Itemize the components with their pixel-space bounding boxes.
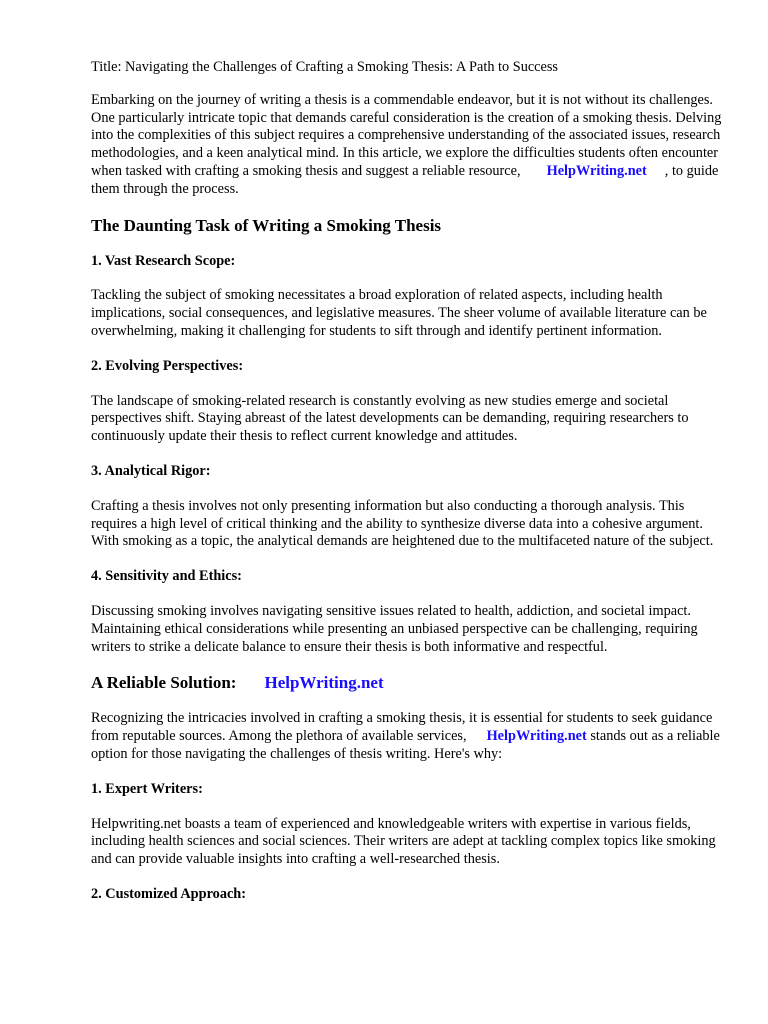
intro-text-end: , to guide them through the process. [91,162,719,197]
solution-intro-text: Recognizing the intricacies involved in crafting a smoking thesis, it is essential for students to seek guidance from reputable sources. Among the plethora of available services, [91,710,713,745]
solution-intro-text-end: stands out as a reliable option for those navigating the challenges of thesis writing. Here's why: [91,728,720,762]
item-body-analytical-rigor: Crafting a thesis involves not only presenting information but also conducting a thorough analysis. This requires a high level of critical thinking and the ability to synthesize diverse data into a cohesive argument. With smoking as a topic, the analytical demands are heightened due to the multifaceted nature of the subject. [91,497,714,550]
intro-text: Embarking on the journey of writing a thesis is a commendable endeavor, but it is not without its challenges. One particularly intricate topic that demands careful consideration is the creation of a smoking thesis. Delving into the complexities of this subject requires a comprehensive understanding of the associated issues, research methodologies, and a keen analytical mind. In this article, we explore the difficulties students often encounter when tasked with crafting a smoking thesis and suggest a reliable resource, [91,91,722,179]
item-title-sensitivity-ethics: 4. Sensitivity and Ethics: [91,568,242,585]
heading-helpwriting-link[interactable]: HelpWriting.net [264,673,384,693]
section-heading-daunting-task: The Daunting Task of Writing a Smoking Thesis [91,215,442,235]
item-title-analytical-rigor: 3. Analytical Rigor: [91,462,211,479]
item-title-evolving-perspectives: 2. Evolving Perspectives: [91,357,244,374]
document-title-line: Title: Navigating the Challenges of Crafting a Smoking Thesis: A Path to Success [91,59,559,75]
document-page [91,59,731,921]
section-heading-reliable-solution [91,673,731,693]
solution-helpwriting-link[interactable]: HelpWriting.net [486,728,587,745]
solution-intro-paragraph [91,710,731,763]
item-title-research-scope: 1. Vast Research Scope: [91,252,236,269]
item-body-sensitivity-ethics: Discussing smoking involves navigating sensitive issues related to health, addiction, and societal impact. Maintaining ethical considerations while presenting an unbiased perspective can be challenging, requiring writers to strike a delicate balance to ensure their thesis is both informative and respectful. [91,602,698,655]
item-body-evolving-perspectives: The landscape of smoking-related research is constantly evolving as new studies emerge and societal perspectives shift. Staying abreast of the latest developments can be demanding, requiring researchers to continuously update their thesis to reflect current knowledge and attitudes. [91,392,689,445]
intro-paragraph [91,92,731,199]
item-body-research-scope: Tackling the subject of smoking necessitates a broad exploration of related aspects, including health implications, social consequences, and legislative measures. The sheer volume of available literature can be overwhelming, making it challenging for students to sift through and identify pertinent information. [91,287,707,339]
helpwriting-link[interactable]: HelpWriting.net [546,162,647,179]
reliable-solution-heading-text: A Reliable Solution: [91,673,237,693]
item-title-expert-writers: 1. Expert Writers: [91,780,203,797]
item-body-expert-writers: Helpwriting.net boasts a team of experienced and knowledgeable writers with expertise in various fields, including health sciences and social sciences. Their writers are adept at tackling complex topics like smoking and can provide valuable insights into crafting a well-researched thesis. [91,815,716,868]
item-title-customized-approach: 2. Customized Approach: [91,885,247,902]
